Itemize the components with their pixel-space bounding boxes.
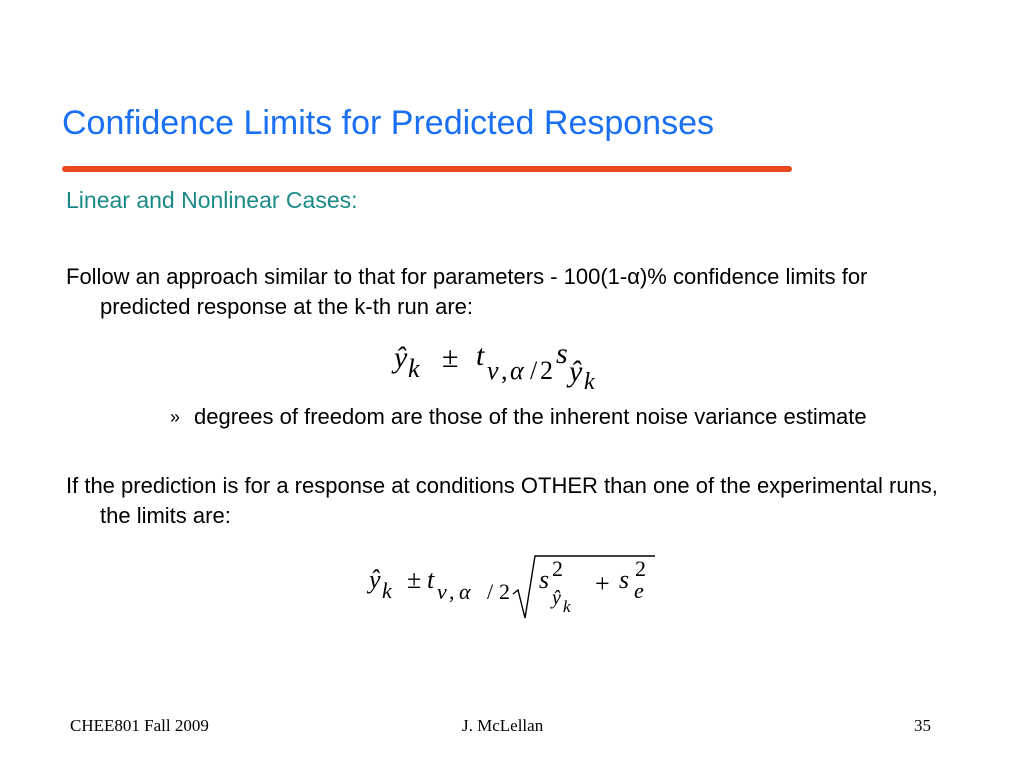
sub-bullet-text: degrees of freedom are those of the inherent noise variance estimate: [194, 404, 867, 429]
eq1-s: s: [556, 337, 568, 370]
eq2-square-1: 2: [552, 556, 563, 581]
footer-page-number: 35: [914, 716, 931, 735]
eq1-sub-k: k: [408, 354, 420, 383]
eq2-two: 2: [499, 579, 510, 604]
footer-course: CHEE801 Fall 2009: [70, 716, 209, 735]
eq1-two: 2: [540, 356, 553, 385]
eq1-sub-k-2: k: [584, 369, 595, 395]
title-underline: [62, 166, 792, 172]
eq2-y-hat-sub: ŷ: [552, 587, 561, 609]
eq2-sub-k-2: k: [563, 597, 571, 616]
eq2-plus-minus: ±: [407, 565, 422, 594]
section-heading: Linear and Nonlinear Cases:: [66, 187, 358, 213]
eq2-alpha: α: [459, 579, 471, 604]
eq2-comma: ,: [449, 579, 455, 604]
equation-prediction-limit: [355, 548, 675, 626]
eq2-t: t: [427, 565, 435, 594]
eq1-y-hat: ŷ: [394, 341, 408, 374]
paragraph-approach: Follow an approach similar to that for parameters - 100(1-α)% confidence limits for predicted response at the k-th run are:: [66, 264, 868, 319]
slide-title: Confidence Limits for Predicted Responses: [62, 104, 714, 142]
equation-2-svg: [355, 548, 675, 626]
eq1-nu: ν: [487, 356, 499, 385]
eq2-square-2: 2: [635, 556, 646, 581]
sub-bullet-marker: »: [170, 407, 181, 427]
eq2-nu: ν: [437, 579, 447, 604]
paragraph-other-conditions: If the prediction is for a response at conditions OTHER than one of the experimental runs, the limits are:: [66, 473, 938, 528]
eq1-alpha: α: [510, 356, 524, 385]
eq2-s-2: s: [619, 565, 630, 594]
equation-confidence-limit: [380, 333, 700, 397]
eq2-sub-e: e: [634, 578, 644, 603]
equation-1-svg: [380, 333, 700, 397]
eq1-t: t: [476, 339, 485, 372]
eq1-comma: ,: [501, 356, 508, 385]
eq2-sub-k: k: [382, 578, 392, 603]
eq1-slash: /: [530, 356, 538, 385]
eq1-y-hat-sub: ŷ: [569, 355, 583, 388]
eq2-slash: /: [487, 579, 494, 604]
footer-author: J. McLellan: [462, 716, 544, 735]
eq2-y-hat: ŷ: [369, 565, 381, 594]
eq2-plus: +: [595, 569, 610, 598]
eq2-s-1: s: [539, 565, 550, 594]
eq1-plus-minus: ±: [442, 341, 459, 374]
